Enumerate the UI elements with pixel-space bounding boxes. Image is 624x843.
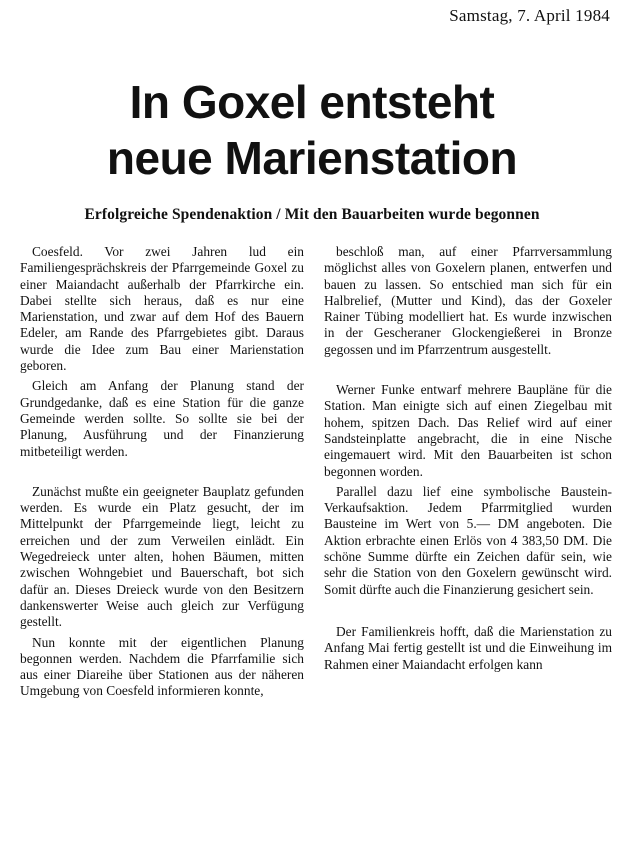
- paragraph: Der Familienkreis hofft, daß die Marienstation zu Anfang Mai fertig gestellt ist und die Einweihung im Rahmen einer Maiandacht erfolgen kann: [324, 623, 612, 672]
- paragraph: Gleich am Anfang der Planung stand der Grundgedanke, daß es eine Station für die ganze Gemeinde werden sollte. So sollte sie bei der Planung, Ausführung und der Finanzierung mitbeteiligt werden.: [20, 378, 304, 459]
- article-column-right: [324, 244, 612, 673]
- paragraph: beschloß man, auf einer Pfarrversammlung möglichst alles von Goxelern planen, entwerfen und bauen zu lassen. So entschied man sich für ein Halbrelief, (Mutter und Kind), das der Goxeler Rainer Tübing modelliert hat. Es wurde inzwischen in der Gescheraner Glockengießerei in Bronze gegossen und im Pfarrzentrum ausgestellt.: [324, 244, 612, 357]
- paragraph: Nun konnte mit der eigentlichen Planung begonnen werden. Nachdem die Pfarrfamilie sich aus einer Diareihe über Stationen aus der näheren Umgebung von Coesfeld informieren konnte,: [20, 634, 304, 699]
- paragraph: Parallel dazu lief eine symbolische Baustein-Verkaufsaktion. Jedem Pfarrmitglied wurden Bausteine im Wert von 5.— DM angeboten. Die Aktion erbrachte einen Erlös von 4 383,50 DM. Die schöne Summe dürfte ein Zeichen dafür sein, wie sehr die Station von den Goxelern gewünscht wird. Somit dürfte auch die Finanzierung gesichert sein.: [324, 483, 612, 597]
- dateline: Samstag, 7. April 1984: [449, 6, 610, 25]
- article-column-left: [20, 244, 304, 700]
- paragraph: Coesfeld. Vor zwei Jahren lud ein Familiengesprächskreis der Pfarrgemeinde Goxel zu einer Maiandacht außerhalb der Pfarrkirche ein. Dabei stellte sich heraus, daß es nur eine Marienstation, und zwar auf dem Hof des Bauern Edeler, am Rande des Pfarrgebietes gibt. Daraus wurde die Idee zum Bau einer Marienstation geboren.: [20, 244, 304, 374]
- subheadline: Erfolgreiche Spendenaktion / Mit den Bauarbeiten wurde begonnen: [84, 206, 540, 223]
- headline: [0, 74, 624, 186]
- headline-line-1: In Goxel entsteht: [129, 76, 495, 128]
- paragraph: Zunächst mußte ein geeigneter Bauplatz gefunden werden. Es wurde ein Platz gesucht, der im Mittelpunkt der Pfarrgemeinde liegt, leicht zu erreichen und der zum Verweilen einlädt. Ein Wegedreieck unter alten, hohen Bäumen, mitten zwischen Wohngebiet und Bauerschaft, bot sich dafür an. Dieses Dreieck wurde von den Besitzern dankenswerter Weise auch gleich zur Verfügung gestellt.: [20, 483, 304, 630]
- headline-line-2: neue Marienstation: [106, 132, 518, 184]
- paragraph: Werner Funke entwarf mehrere Baupläne für die Station. Man einigte sich auf einen Ziegelbau mit hohem, spitzen Dach. Das Relief wird auf einer Sandsteinplatte angebracht, die in eine Nische eingemauert wird. Mit den Bauarbeiten ist schon begonnen worden.: [324, 382, 612, 479]
